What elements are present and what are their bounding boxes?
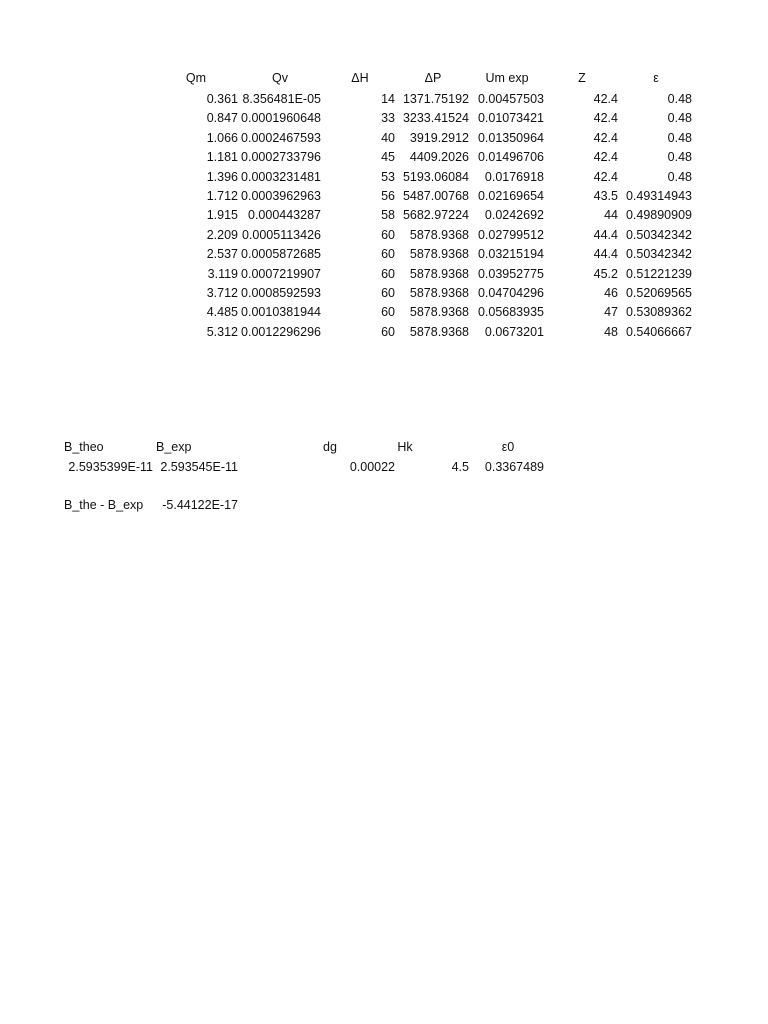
- cell-z: 47: [604, 305, 618, 319]
- cell-z: 45.2: [593, 267, 618, 281]
- cell-qm: 3.119: [207, 267, 238, 281]
- dg-value: 0.00022: [349, 460, 395, 474]
- cell-qv: 0.0003962963: [241, 189, 321, 203]
- cell-delta-h: 58: [381, 208, 395, 222]
- cell-delta-h: 60: [381, 228, 395, 242]
- cell-z: 44.4: [593, 228, 618, 242]
- header-delta-p: ΔP: [424, 71, 442, 85]
- cell-z: 42.4: [593, 131, 618, 145]
- cell-z: 46: [604, 286, 618, 300]
- cell-z: 42.4: [593, 170, 618, 184]
- cell-qm: 2.209: [206, 228, 238, 242]
- diff-label: B_the - B_exp: [64, 498, 144, 512]
- cell-z: 48: [604, 325, 618, 339]
- cell-qm: 4.485: [206, 305, 238, 319]
- cell-epsilon: 0.48: [667, 131, 692, 145]
- cell-z: 42.4: [593, 111, 618, 125]
- cell-qm: 1.181: [206, 150, 238, 164]
- cell-z: 42.4: [593, 92, 618, 106]
- cell-um-exp: 0.0176918: [484, 170, 544, 184]
- cell-delta-p: 3233.41524: [402, 111, 469, 125]
- cell-qv: 0.0012296296: [241, 325, 321, 339]
- cell-delta-p: 4409.2026: [409, 150, 469, 164]
- cell-qm: 3.712: [206, 286, 238, 300]
- cell-delta-h: 56: [381, 189, 395, 203]
- cell-qv: 0.000443287: [248, 208, 321, 222]
- cell-um-exp: 0.03215194: [477, 247, 544, 261]
- b-exp-value: 2.593545E-11: [160, 460, 238, 474]
- cell-delta-p: 3919.2912: [409, 131, 469, 145]
- cell-epsilon: 0.48: [667, 111, 692, 125]
- cell-qv: 0.0001960648: [241, 111, 321, 125]
- cell-um-exp: 0.01496706: [477, 150, 544, 164]
- cell-epsilon: 0.48: [667, 170, 692, 184]
- hk-label: Hk: [397, 440, 413, 454]
- cell-delta-h: 33: [381, 111, 395, 125]
- cell-z: 44.4: [593, 247, 618, 261]
- cell-delta-h: 45: [381, 150, 395, 164]
- cell-qm: 1.712: [206, 189, 238, 203]
- header-z: Z: [578, 71, 586, 85]
- cell-qv: 0.0005113426: [241, 228, 321, 242]
- eps0-label: ε0: [501, 440, 515, 454]
- cell-um-exp: 0.0673201: [484, 325, 544, 339]
- cell-qm: 2.537: [206, 247, 238, 261]
- header-qv: Qv: [272, 71, 288, 85]
- cell-epsilon: 0.54066667: [625, 325, 692, 339]
- header-qm: Qm: [185, 71, 207, 85]
- cell-delta-p: 5193.06084: [402, 170, 469, 184]
- b-theo-value: 2.5935399E-11: [68, 460, 153, 474]
- cell-um-exp: 0.05683935: [477, 305, 544, 319]
- cell-z: 44: [604, 208, 618, 222]
- cell-qv: 0.0003231481: [241, 170, 321, 184]
- cell-qm: 0.361: [206, 92, 238, 106]
- cell-delta-p: 5878.9368: [409, 267, 469, 281]
- b-exp-label: B_exp: [156, 440, 192, 454]
- header-epsilon: ε: [653, 71, 659, 85]
- cell-delta-h: 40: [381, 131, 395, 145]
- dg-label: dg: [323, 440, 337, 454]
- cell-epsilon: 0.48: [667, 150, 692, 164]
- cell-delta-h: 60: [381, 325, 395, 339]
- cell-epsilon: 0.48: [667, 92, 692, 106]
- cell-delta-p: 5487.00768: [402, 189, 469, 203]
- header-um-exp: Um exp: [485, 71, 529, 85]
- cell-qv: 0.0002467593: [241, 131, 321, 145]
- cell-epsilon: 0.50342342: [625, 247, 692, 261]
- cell-qv: 0.0008592593: [241, 286, 321, 300]
- cell-um-exp: 0.02799512: [477, 228, 544, 242]
- cell-delta-p: 1371.75192: [402, 92, 469, 106]
- cell-qm: 0.847: [206, 111, 238, 125]
- cell-delta-p: 5878.9368: [409, 247, 469, 261]
- diff-value: -5.44122E-17: [162, 498, 238, 512]
- cell-delta-p: 5878.9368: [409, 228, 469, 242]
- cell-epsilon: 0.53089362: [625, 305, 692, 319]
- cell-epsilon: 0.52069565: [625, 286, 692, 300]
- cell-qm: 1.396: [206, 170, 238, 184]
- cell-delta-p: 5878.9368: [409, 286, 469, 300]
- cell-um-exp: 0.00457503: [477, 92, 544, 106]
- b-theo-label: B_theo: [64, 440, 104, 454]
- cell-um-exp: 0.0242692: [484, 208, 544, 222]
- cell-qv: 0.0002733796: [241, 150, 321, 164]
- cell-delta-h: 60: [381, 267, 395, 281]
- cell-qm: 1.915: [206, 208, 238, 222]
- cell-qv: 8.356481E-05: [242, 92, 321, 106]
- cell-um-exp: 0.03952775: [477, 267, 544, 281]
- cell-delta-h: 53: [381, 170, 395, 184]
- cell-delta-h: 60: [381, 286, 395, 300]
- cell-um-exp: 0.01350964: [477, 131, 544, 145]
- cell-delta-h: 60: [381, 247, 395, 261]
- eps0-value: 0.3367489: [484, 460, 544, 474]
- cell-qm: 5.312: [206, 325, 238, 339]
- cell-delta-p: 5878.9368: [409, 305, 469, 319]
- cell-epsilon: 0.51221239: [625, 267, 692, 281]
- cell-qm: 1.066: [206, 131, 238, 145]
- cell-z: 43.5: [593, 189, 618, 203]
- cell-qv: 0.0010381944: [241, 305, 321, 319]
- hk-value: 4.5: [451, 460, 469, 474]
- cell-delta-p: 5878.9368: [409, 325, 469, 339]
- cell-z: 42.4: [593, 150, 618, 164]
- header-delta-h: ΔH: [351, 71, 369, 85]
- cell-epsilon: 0.50342342: [625, 228, 692, 242]
- cell-epsilon: 0.49890909: [625, 208, 692, 222]
- cell-delta-h: 14: [381, 92, 395, 106]
- cell-qv: 0.0007219907: [241, 267, 321, 281]
- cell-delta-p: 5682.97224: [402, 208, 469, 222]
- cell-epsilon: 0.49314943: [625, 189, 692, 203]
- cell-um-exp: 0.04704296: [477, 286, 544, 300]
- cell-um-exp: 0.02169654: [477, 189, 544, 203]
- cell-delta-h: 60: [381, 305, 395, 319]
- cell-qv: 0.0005872685: [241, 247, 321, 261]
- cell-um-exp: 0.01073421: [477, 111, 544, 125]
